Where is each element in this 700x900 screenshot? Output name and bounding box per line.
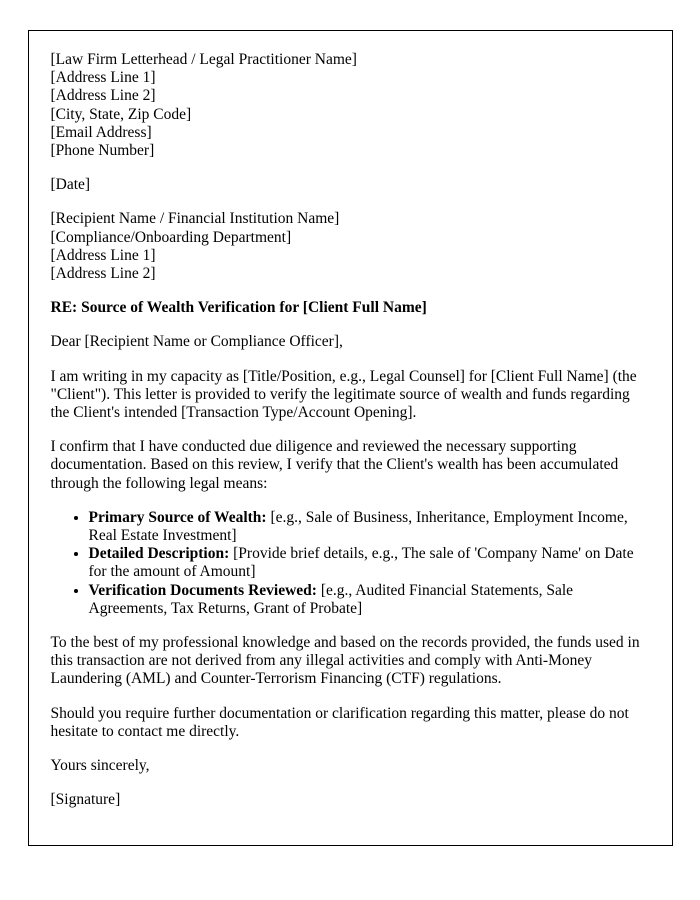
valediction: Yours sincerely, bbox=[50, 757, 150, 775]
bullet-text: [e.g., Sale of Business, Inheritance, Employment Income, Real Estate Investment] bbox=[88, 508, 628, 545]
letterhead-line: [Law Firm Letterhead / Legal Practitioner Name] bbox=[50, 51, 357, 68]
body-paragraph-contact: Should you require further documentation or clarification regarding this matter, please do not hesitate to contact me directly. bbox=[50, 704, 629, 740]
letter-document bbox=[28, 30, 673, 846]
bullet-item-primary-source bbox=[89, 509, 650, 545]
salutation: Dear [Recipient Name or Compliance Officer], bbox=[50, 333, 343, 351]
letterhead-line: [Phone Number] bbox=[50, 142, 155, 160]
bullet-list bbox=[51, 509, 650, 618]
body-paragraph-diligence: I confirm that I have conducted due diligence and reviewed the necessary supporting documentation. Based on this review, I verify that the Client's wealth has been accumulated through the following legal means: bbox=[50, 438, 619, 492]
recipient-block bbox=[51, 210, 650, 283]
bullet-text: [e.g., Audited Financial Statements, Sale Agreements, Tax Returns, Grant of Probate] bbox=[88, 581, 574, 617]
letterhead-line: [Address Line 1] bbox=[50, 69, 156, 87]
bullet-item-verification-documents bbox=[89, 582, 650, 618]
recipient-line: [Address Line 2] bbox=[50, 265, 156, 283]
letterhead-block bbox=[51, 51, 650, 160]
letterhead-line: [City, State, Zip Code] bbox=[50, 105, 192, 123]
bullet-item-detailed-description bbox=[89, 545, 650, 581]
body-paragraph-capacity: I am writing in my capacity as [Title/Position, e.g., Legal Counsel] for [Client Full Name] (the "Client"). This letter is provided to verify the legitimate source of wealth and funds regarding the Client's intended [Transaction Type/Account Opening]. bbox=[50, 367, 637, 422]
signature-placeholder: [Signature] bbox=[50, 791, 121, 809]
bullet-label: Verification Documents Reviewed: bbox=[88, 581, 317, 599]
letterhead-line: [Email Address] bbox=[50, 123, 152, 141]
bullet-label: Detailed Description: bbox=[88, 545, 230, 563]
bullet-label: Primary Source of Wealth: bbox=[88, 508, 267, 526]
date-line: [Date] bbox=[50, 176, 91, 194]
recipient-line: [Recipient Name / Financial Institution Name] bbox=[50, 210, 340, 228]
subject-line: RE: Source of Wealth Verification for [Client Full Name] bbox=[50, 299, 427, 317]
recipient-line: [Compliance/Onboarding Department] bbox=[50, 228, 292, 246]
letterhead-line: [Address Line 2] bbox=[50, 87, 156, 105]
recipient-line: [Address Line 1] bbox=[50, 246, 156, 264]
body-paragraph-compliance: To the best of my professional knowledge and based on the records provided, the funds used in this transaction are not derived from any illegal activities and comply with Anti-Money Laundering (AML) and Counter-Terrorism Financing (CTF) regulations. bbox=[50, 634, 640, 688]
bullet-text: [Provide brief details, e.g., The sale of 'Company Name' on Date for the amount of Amount] bbox=[88, 545, 634, 581]
